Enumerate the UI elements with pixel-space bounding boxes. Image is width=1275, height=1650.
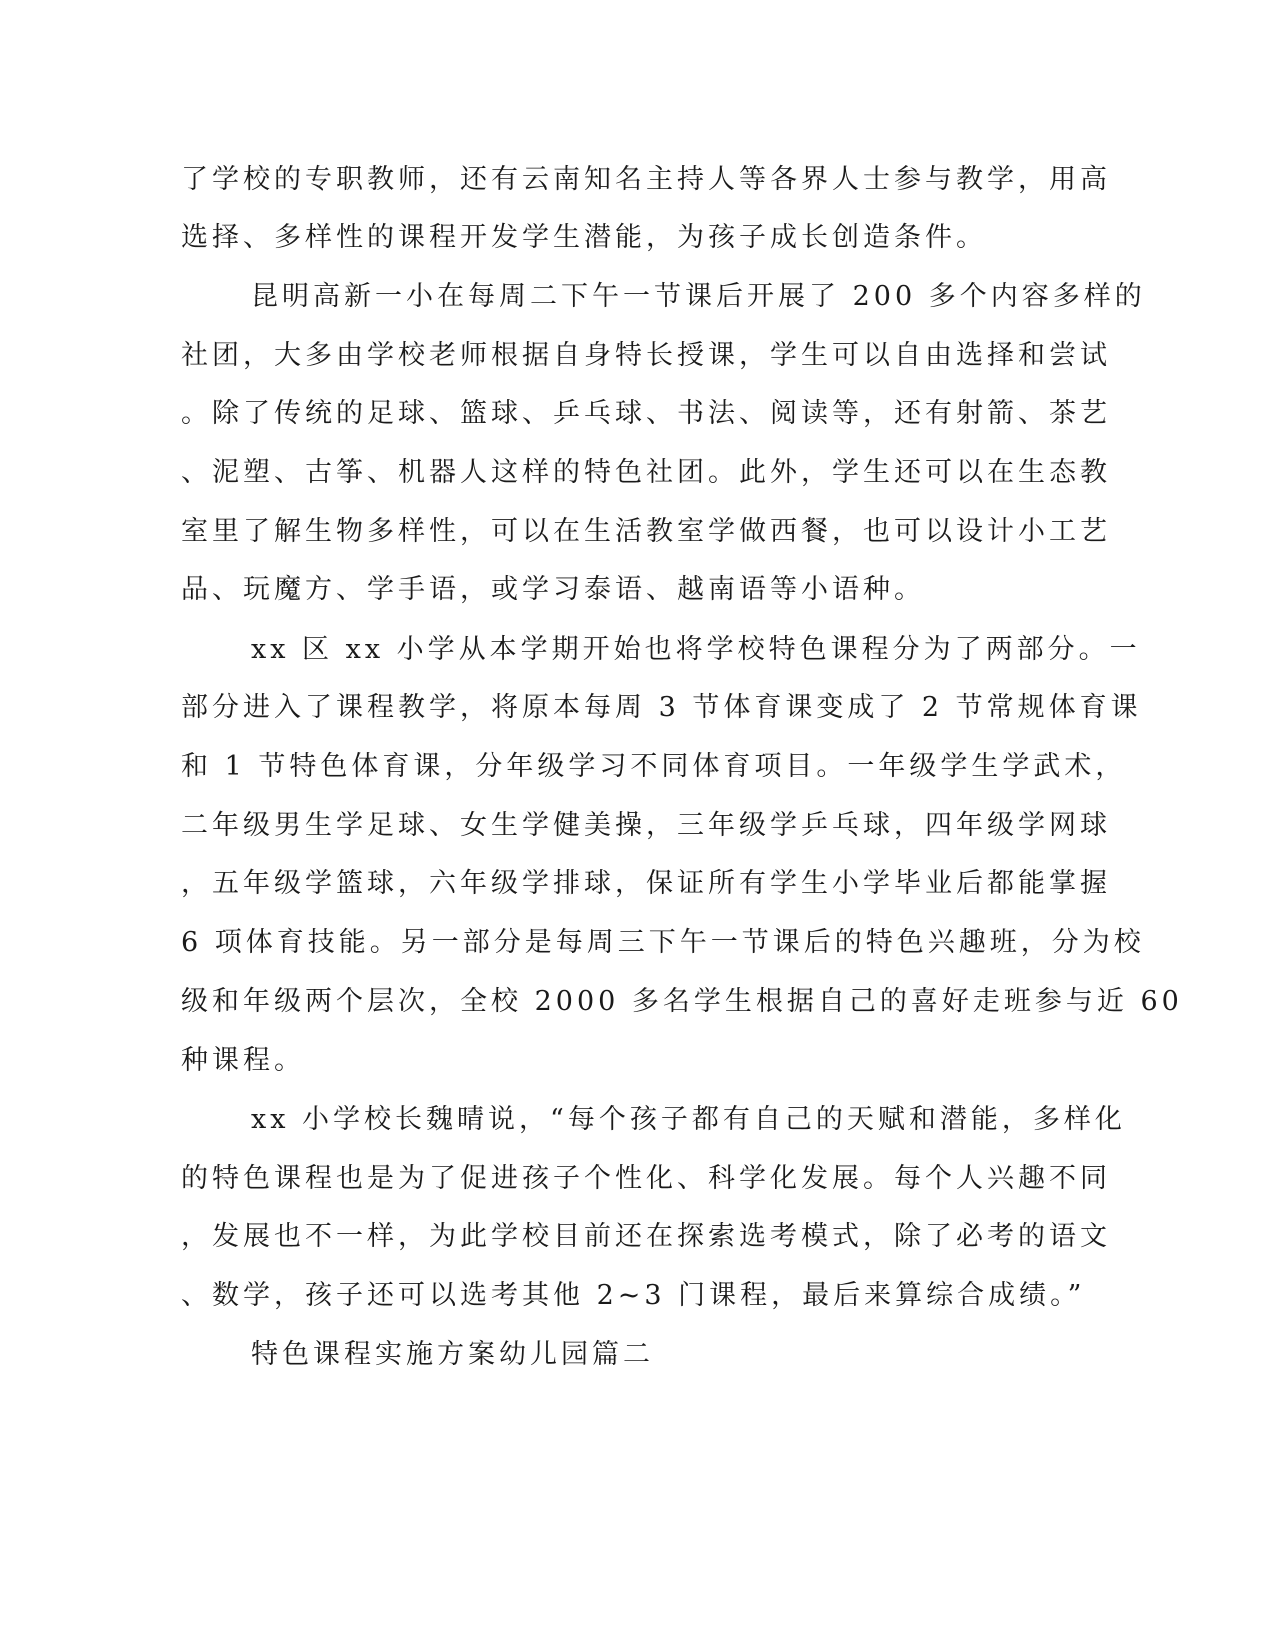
section-heading: 特色课程实施方案幼儿园篇二: [251, 1339, 654, 1370]
text-line: 的特色课程也是为了促进孩子个性化、科学化发展。每个人兴趣不同: [181, 1163, 1111, 1194]
text-line: 种课程。: [181, 1045, 305, 1076]
text-line: 。除了传统的足球、篮球、乒乓球、书法、阅读等，还有射箭、茶艺: [181, 398, 1111, 429]
text-line: 、泥塑、古筝、机器人这样的特色社团。此外，学生还可以在生态教: [181, 457, 1111, 488]
text-line: 部分进入了课程教学，将原本每周 3 节体育课变成了 2 节常规体育课: [181, 692, 1142, 723]
text-line: 了学校的专职教师，还有云南知名主持人等各界人士参与教学，用高: [181, 164, 1111, 195]
text-line: 室里了解生物多样性，可以在生活教室学做西餐，也可以设计小工艺: [181, 516, 1111, 547]
paragraph-first-line: xx 小学校长魏晴说，“每个孩子都有自己的天赋和潜能，多样化: [251, 1104, 1126, 1135]
text-line: 、数学，孩子还可以选考其他 2~3 门课程，最后来算综合成绩。”: [181, 1280, 1086, 1311]
text-line: ，发展也不一样，为此学校目前还在探索选考模式，除了必考的语文: [181, 1221, 1111, 1252]
paragraph-first-line: 昆明高新一小在每周二下午一节课后开展了 200 多个内容多样的: [251, 281, 1146, 312]
text-line: ，五年级学篮球，六年级学排球，保证所有学生小学毕业后都能掌握: [181, 868, 1111, 899]
paragraph-first-line: xx 区 xx 小学从本学期开始也将学校特色课程分为了两部分。一: [251, 634, 1141, 665]
text-line: 社团，大多由学校老师根据自身特长授课，学生可以自由选择和尝试: [181, 340, 1111, 371]
text-line: 二年级男生学足球、女生学健美操，三年级学乒乓球，四年级学网球: [181, 810, 1111, 841]
text-line: 选择、多样性的课程开发学生潜能，为孩子成长创造条件。: [181, 222, 987, 253]
text-line: 级和年级两个层次，全校 2000 多名学生根据自己的喜好走班参与近 60: [181, 986, 1183, 1017]
text-line: 6 项体育技能。另一部分是每周三下午一节课后的特色兴趣班，分为校: [181, 927, 1145, 958]
text-line: 品、玩魔方、学手语，或学习泰语、越南语等小语种。: [181, 574, 925, 605]
text-line: 和 1 节特色体育课，分年级学习不同体育项目。一年级学生学武术，: [181, 751, 1127, 782]
